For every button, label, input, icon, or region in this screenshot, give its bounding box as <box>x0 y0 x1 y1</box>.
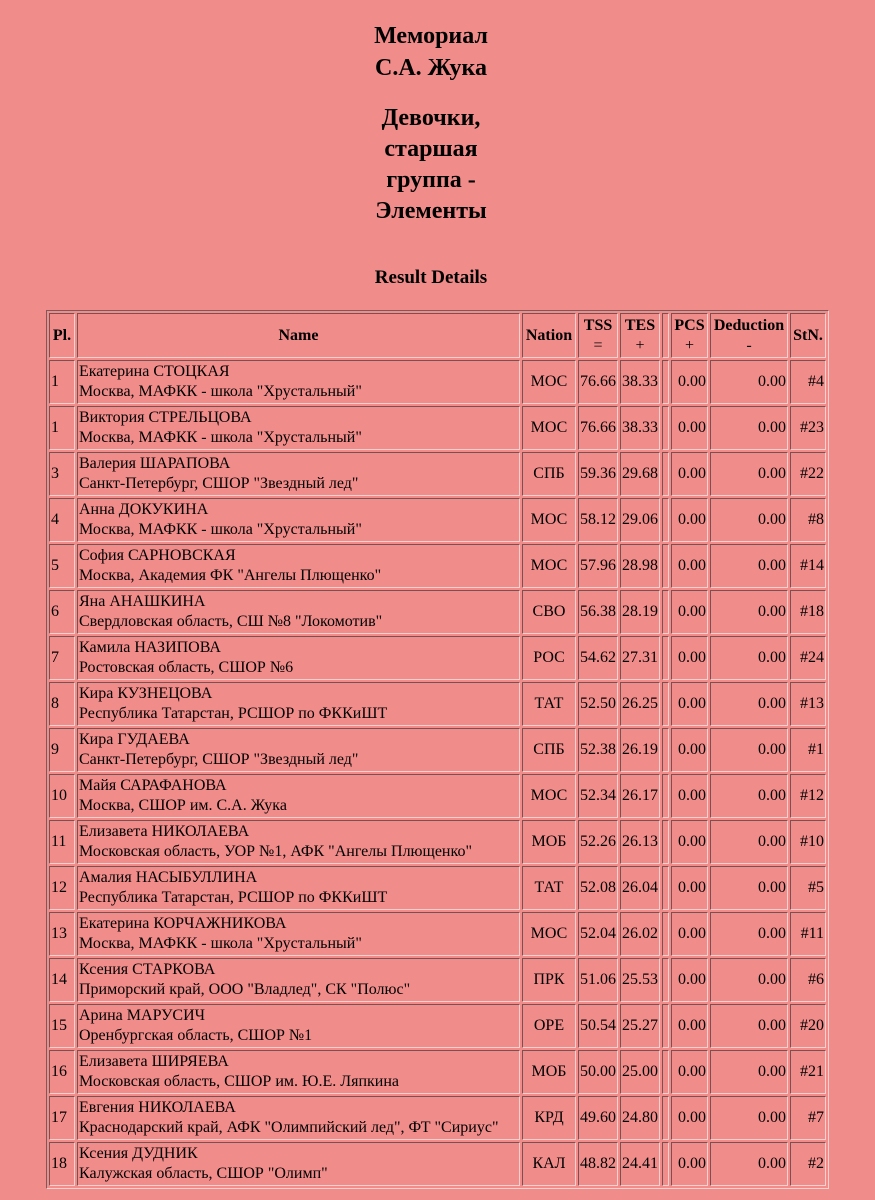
nation-cell: МОС <box>522 912 576 956</box>
deduction-cell: 0.00 <box>710 590 788 634</box>
pcs-cell: 0.00 <box>671 1050 708 1094</box>
start-number-cell: #1 <box>790 728 826 772</box>
category-title <box>0 103 862 227</box>
tss-cell: 76.66 <box>578 406 618 450</box>
skater-cell <box>77 820 520 864</box>
skater-club: Московская область, УОР №1, АФК "Ангелы Плющенко" <box>79 843 472 860</box>
skater-cell <box>77 452 520 496</box>
place-cell: 14 <box>49 958 75 1002</box>
spacer-cell <box>662 728 669 772</box>
category-title-line2: старшая <box>384 136 478 162</box>
nation-cell: МОС <box>522 406 576 450</box>
skater-club: Москва, МАФКК - школа "Хрустальный" <box>79 521 362 538</box>
spacer-cell <box>662 820 669 864</box>
start-number-cell: #13 <box>790 682 826 726</box>
deduction-cell: 0.00 <box>710 1096 788 1140</box>
tes-cell: 26.19 <box>620 728 660 772</box>
spacer-cell <box>662 1050 669 1094</box>
table-row <box>49 360 826 404</box>
nation-cell: МОБ <box>522 1050 576 1094</box>
deduction-cell: 0.00 <box>710 774 788 818</box>
skater-cell <box>77 498 520 542</box>
start-number-cell: #18 <box>790 590 826 634</box>
nation-cell: КРД <box>522 1096 576 1140</box>
results-table <box>46 310 829 1189</box>
start-number-cell: #5 <box>790 866 826 910</box>
tes-cell: 27.31 <box>620 636 660 680</box>
skater-club: Москва, МАФКК - школа "Хрустальный" <box>79 383 362 400</box>
skater-club: Свердловская область, СШ №8 "Локомотив" <box>79 613 383 630</box>
place-cell: 13 <box>49 912 75 956</box>
pcs-cell: 0.00 <box>671 406 708 450</box>
skater-club: Калужская область, СШОР "Олимп" <box>79 1165 328 1182</box>
start-number-cell: #10 <box>790 820 826 864</box>
category-title-line4: Элементы <box>375 198 487 224</box>
pcs-cell: 0.00 <box>671 360 708 404</box>
skater-name: Ксения СТАРКОВА <box>79 961 216 978</box>
nation-cell: СПБ <box>522 728 576 772</box>
table-row <box>49 590 826 634</box>
nation-cell: МОС <box>522 544 576 588</box>
pcs-cell: 0.00 <box>671 1004 708 1048</box>
spacer-cell <box>662 1142 669 1186</box>
deduction-cell: 0.00 <box>710 912 788 956</box>
place-cell: 9 <box>49 728 75 772</box>
col-header-spacer <box>662 313 669 358</box>
nation-cell: МОС <box>522 498 576 542</box>
tss-cell: 52.38 <box>578 728 618 772</box>
skater-club: Республика Татарстан, РСШОР по ФККиШТ <box>79 889 388 906</box>
start-number-cell: #21 <box>790 1050 826 1094</box>
spacer-cell <box>662 544 669 588</box>
spacer-cell <box>662 406 669 450</box>
place-cell: 16 <box>49 1050 75 1094</box>
spacer-cell <box>662 866 669 910</box>
place-cell: 6 <box>49 590 75 634</box>
spacer-cell <box>662 774 669 818</box>
tes-cell: 24.80 <box>620 1096 660 1140</box>
deduction-cell: 0.00 <box>710 866 788 910</box>
tes-cell: 38.33 <box>620 406 660 450</box>
nation-cell: СВО <box>522 590 576 634</box>
skater-name: Майя САРАФАНОВА <box>79 777 227 794</box>
skater-cell <box>77 1096 520 1140</box>
skater-name: София САРНОВСКАЯ <box>79 547 236 564</box>
deduction-cell: 0.00 <box>710 682 788 726</box>
pcs-cell: 0.00 <box>671 912 708 956</box>
skater-club: Москва, МАФКК - школа "Хрустальный" <box>79 935 362 952</box>
skater-cell <box>77 1142 520 1186</box>
table-row <box>49 636 826 680</box>
tss-cell: 57.96 <box>578 544 618 588</box>
deduction-cell: 0.00 <box>710 636 788 680</box>
nation-cell: ТАТ <box>522 866 576 910</box>
start-number-cell: #12 <box>790 774 826 818</box>
deduction-cell: 0.00 <box>710 406 788 450</box>
pcs-cell: 0.00 <box>671 866 708 910</box>
deduction-cell: 0.00 <box>710 820 788 864</box>
start-number-cell: #2 <box>790 1142 826 1186</box>
pcs-cell: 0.00 <box>671 682 708 726</box>
skater-club: Ростовская область, СШОР №6 <box>79 659 294 676</box>
deduction-cell: 0.00 <box>710 1050 788 1094</box>
start-number-cell: #23 <box>790 406 826 450</box>
nation-cell: РОС <box>522 636 576 680</box>
skater-cell <box>77 912 520 956</box>
tss-cell: 52.34 <box>578 774 618 818</box>
tes-cell: 25.27 <box>620 1004 660 1048</box>
start-number-cell: #20 <box>790 1004 826 1048</box>
skater-name: Валерия ШАРАПОВА <box>79 455 231 472</box>
place-cell: 17 <box>49 1096 75 1140</box>
tss-cell: 54.62 <box>578 636 618 680</box>
pcs-cell: 0.00 <box>671 636 708 680</box>
skater-club: Оренбургская область, СШОР №1 <box>79 1027 313 1044</box>
pcs-cell: 0.00 <box>671 1096 708 1140</box>
tes-cell: 24.41 <box>620 1142 660 1186</box>
table-row <box>49 1096 826 1140</box>
tss-cell: 59.36 <box>578 452 618 496</box>
spacer-cell <box>662 590 669 634</box>
start-number-cell: #11 <box>790 912 826 956</box>
place-cell: 7 <box>49 636 75 680</box>
skater-cell <box>77 1004 520 1048</box>
place-cell: 12 <box>49 866 75 910</box>
deduction-cell: 0.00 <box>710 1142 788 1186</box>
nation-cell: ТАТ <box>522 682 576 726</box>
skater-club: Москва, Академия ФК "Ангелы Плющенко" <box>79 567 382 584</box>
skater-club: Республика Татарстан, РСШОР по ФККиШТ <box>79 705 388 722</box>
table-row <box>49 406 826 450</box>
tes-cell: 26.04 <box>620 866 660 910</box>
tes-cell: 29.06 <box>620 498 660 542</box>
place-cell: 10 <box>49 774 75 818</box>
event-title-line2: С.А. Жука <box>374 55 488 81</box>
nation-cell: МОС <box>522 774 576 818</box>
skater-club: Санкт-Петербург, СШОР "Звездный лед" <box>79 751 359 768</box>
skater-cell <box>77 958 520 1002</box>
pcs-cell: 0.00 <box>671 728 708 772</box>
table-row <box>49 682 826 726</box>
category-title-line3: группа - <box>386 167 476 193</box>
pcs-cell: 0.00 <box>671 774 708 818</box>
spacer-cell <box>662 636 669 680</box>
pcs-cell: 0.00 <box>671 590 708 634</box>
skater-name: Камила НАЗИПОВА <box>79 639 221 656</box>
tes-cell: 25.53 <box>620 958 660 1002</box>
tss-cell: 52.26 <box>578 820 618 864</box>
skater-club: Приморский край, ООО "Владлед", СК "Полюс" <box>79 981 411 998</box>
tss-cell: 52.04 <box>578 912 618 956</box>
deduction-cell: 0.00 <box>710 728 788 772</box>
spacer-cell <box>662 1096 669 1140</box>
tss-cell: 49.60 <box>578 1096 618 1140</box>
tss-cell: 50.00 <box>578 1050 618 1094</box>
table-row <box>49 820 826 864</box>
deduction-cell: 0.00 <box>710 498 788 542</box>
skater-cell <box>77 590 520 634</box>
tes-cell: 28.19 <box>620 590 660 634</box>
skater-name: Яна АНАШКИНА <box>79 593 206 610</box>
start-number-cell: #14 <box>790 544 826 588</box>
skater-name: Екатерина КОРЧАЖНИКОВА <box>79 915 287 932</box>
skater-cell <box>77 636 520 680</box>
tes-cell: 38.33 <box>620 360 660 404</box>
table-row <box>49 498 826 542</box>
nation-cell: КАЛ <box>522 1142 576 1186</box>
table-row <box>49 1050 826 1094</box>
tss-cell: 50.54 <box>578 1004 618 1048</box>
result-details-heading: Result Details <box>374 267 488 288</box>
pcs-cell: 0.00 <box>671 452 708 496</box>
table-row <box>49 452 826 496</box>
spacer-cell <box>662 452 669 496</box>
place-cell: 11 <box>49 820 75 864</box>
place-cell: 4 <box>49 498 75 542</box>
tes-cell: 26.17 <box>620 774 660 818</box>
col-header-nation: Nation <box>522 313 576 358</box>
skater-cell <box>77 866 520 910</box>
skater-club: Санкт-Петербург, СШОР "Звездный лед" <box>79 475 359 492</box>
pcs-cell: 0.00 <box>671 820 708 864</box>
table-header-row <box>49 313 826 358</box>
skater-club: Москва, МАФКК - школа "Хрустальный" <box>79 429 362 446</box>
col-header-name: Name <box>77 313 520 358</box>
tes-cell: 26.13 <box>620 820 660 864</box>
tss-cell: 52.08 <box>578 866 618 910</box>
place-cell: 5 <box>49 544 75 588</box>
nation-cell: МОБ <box>522 820 576 864</box>
tes-cell: 28.98 <box>620 544 660 588</box>
tes-cell: 29.68 <box>620 452 660 496</box>
skater-cell <box>77 406 520 450</box>
skater-cell <box>77 728 520 772</box>
skater-name: Евгения НИКОЛАЕВА <box>79 1099 236 1116</box>
start-number-cell: #24 <box>790 636 826 680</box>
spacer-cell <box>662 682 669 726</box>
col-header-deduction: Deduction - <box>710 313 788 358</box>
col-header-tes: TES + <box>620 313 660 358</box>
tes-cell: 26.02 <box>620 912 660 956</box>
table-row <box>49 866 826 910</box>
nation-cell: МОС <box>522 360 576 404</box>
place-cell: 3 <box>49 452 75 496</box>
pcs-cell: 0.00 <box>671 498 708 542</box>
pcs-cell: 0.00 <box>671 1142 708 1186</box>
table-row <box>49 774 826 818</box>
tss-cell: 56.38 <box>578 590 618 634</box>
skater-cell <box>77 774 520 818</box>
tss-cell: 58.12 <box>578 498 618 542</box>
col-header-place: Pl. <box>49 313 75 358</box>
table-row <box>49 1004 826 1048</box>
table-row <box>49 912 826 956</box>
tss-cell: 52.50 <box>578 682 618 726</box>
start-number-cell: #4 <box>790 360 826 404</box>
skater-cell <box>77 544 520 588</box>
deduction-cell: 0.00 <box>710 360 788 404</box>
pcs-cell: 0.00 <box>671 544 708 588</box>
place-cell: 1 <box>49 406 75 450</box>
skater-club: Москва, СШОР им. С.А. Жука <box>79 797 287 814</box>
deduction-cell: 0.00 <box>710 452 788 496</box>
pcs-cell: 0.00 <box>671 958 708 1002</box>
skater-cell <box>77 1050 520 1094</box>
event-title-line1: Мемориал <box>374 23 488 49</box>
deduction-cell: 0.00 <box>710 958 788 1002</box>
start-number-cell: #6 <box>790 958 826 1002</box>
skater-club: Московская область, СШОР им. Ю.Е. Ляпкина <box>79 1073 400 1090</box>
table-row <box>49 1142 826 1186</box>
spacer-cell <box>662 498 669 542</box>
skater-name: Арина МАРУСИЧ <box>79 1007 206 1024</box>
skater-name: Елизавета ШИРЯЕВА <box>79 1053 229 1070</box>
event-title <box>0 20 862 84</box>
tes-cell: 26.25 <box>620 682 660 726</box>
category-title-line1: Девочки, <box>381 105 481 131</box>
place-cell: 18 <box>49 1142 75 1186</box>
tss-cell: 76.66 <box>578 360 618 404</box>
skater-club: Краснодарский край, АФК "Олимпийский лед", ФТ "Сириус" <box>79 1119 499 1136</box>
start-number-cell: #8 <box>790 498 826 542</box>
deduction-cell: 0.00 <box>710 544 788 588</box>
skater-name: Елизавета НИКОЛАЕВА <box>79 823 250 840</box>
place-cell: 8 <box>49 682 75 726</box>
start-number-cell: #22 <box>790 452 826 496</box>
skater-name: Ксения ДУДНИК <box>79 1145 198 1162</box>
skater-name: Амалия НАСЫБУЛЛИНА <box>79 869 258 886</box>
skater-name: Кира КУЗНЕЦОВА <box>79 685 213 702</box>
deduction-cell: 0.00 <box>710 1004 788 1048</box>
col-header-start-number: StN. <box>790 313 826 358</box>
skater-name: Виктория СТРЕЛЬЦОВА <box>79 409 252 426</box>
col-header-tss: TSS = <box>578 313 618 358</box>
spacer-cell <box>662 958 669 1002</box>
tss-cell: 51.06 <box>578 958 618 1002</box>
start-number-cell: #7 <box>790 1096 826 1140</box>
table-row <box>49 728 826 772</box>
skater-name: Кира ГУДАЕВА <box>79 731 190 748</box>
place-cell: 1 <box>49 360 75 404</box>
skater-cell <box>77 682 520 726</box>
tss-cell: 48.82 <box>578 1142 618 1186</box>
spacer-cell <box>662 360 669 404</box>
col-header-pcs: PCS + <box>671 313 708 358</box>
nation-cell: СПБ <box>522 452 576 496</box>
tes-cell: 25.00 <box>620 1050 660 1094</box>
table-row <box>49 958 826 1002</box>
skater-name: Анна ДОКУКИНА <box>79 501 209 518</box>
spacer-cell <box>662 912 669 956</box>
table-row <box>49 544 826 588</box>
skater-cell <box>77 360 520 404</box>
spacer-cell <box>662 1004 669 1048</box>
nation-cell: ПРК <box>522 958 576 1002</box>
nation-cell: ОРЕ <box>522 1004 576 1048</box>
place-cell: 15 <box>49 1004 75 1048</box>
skater-name: Екатерина СТОЦКАЯ <box>79 363 230 380</box>
